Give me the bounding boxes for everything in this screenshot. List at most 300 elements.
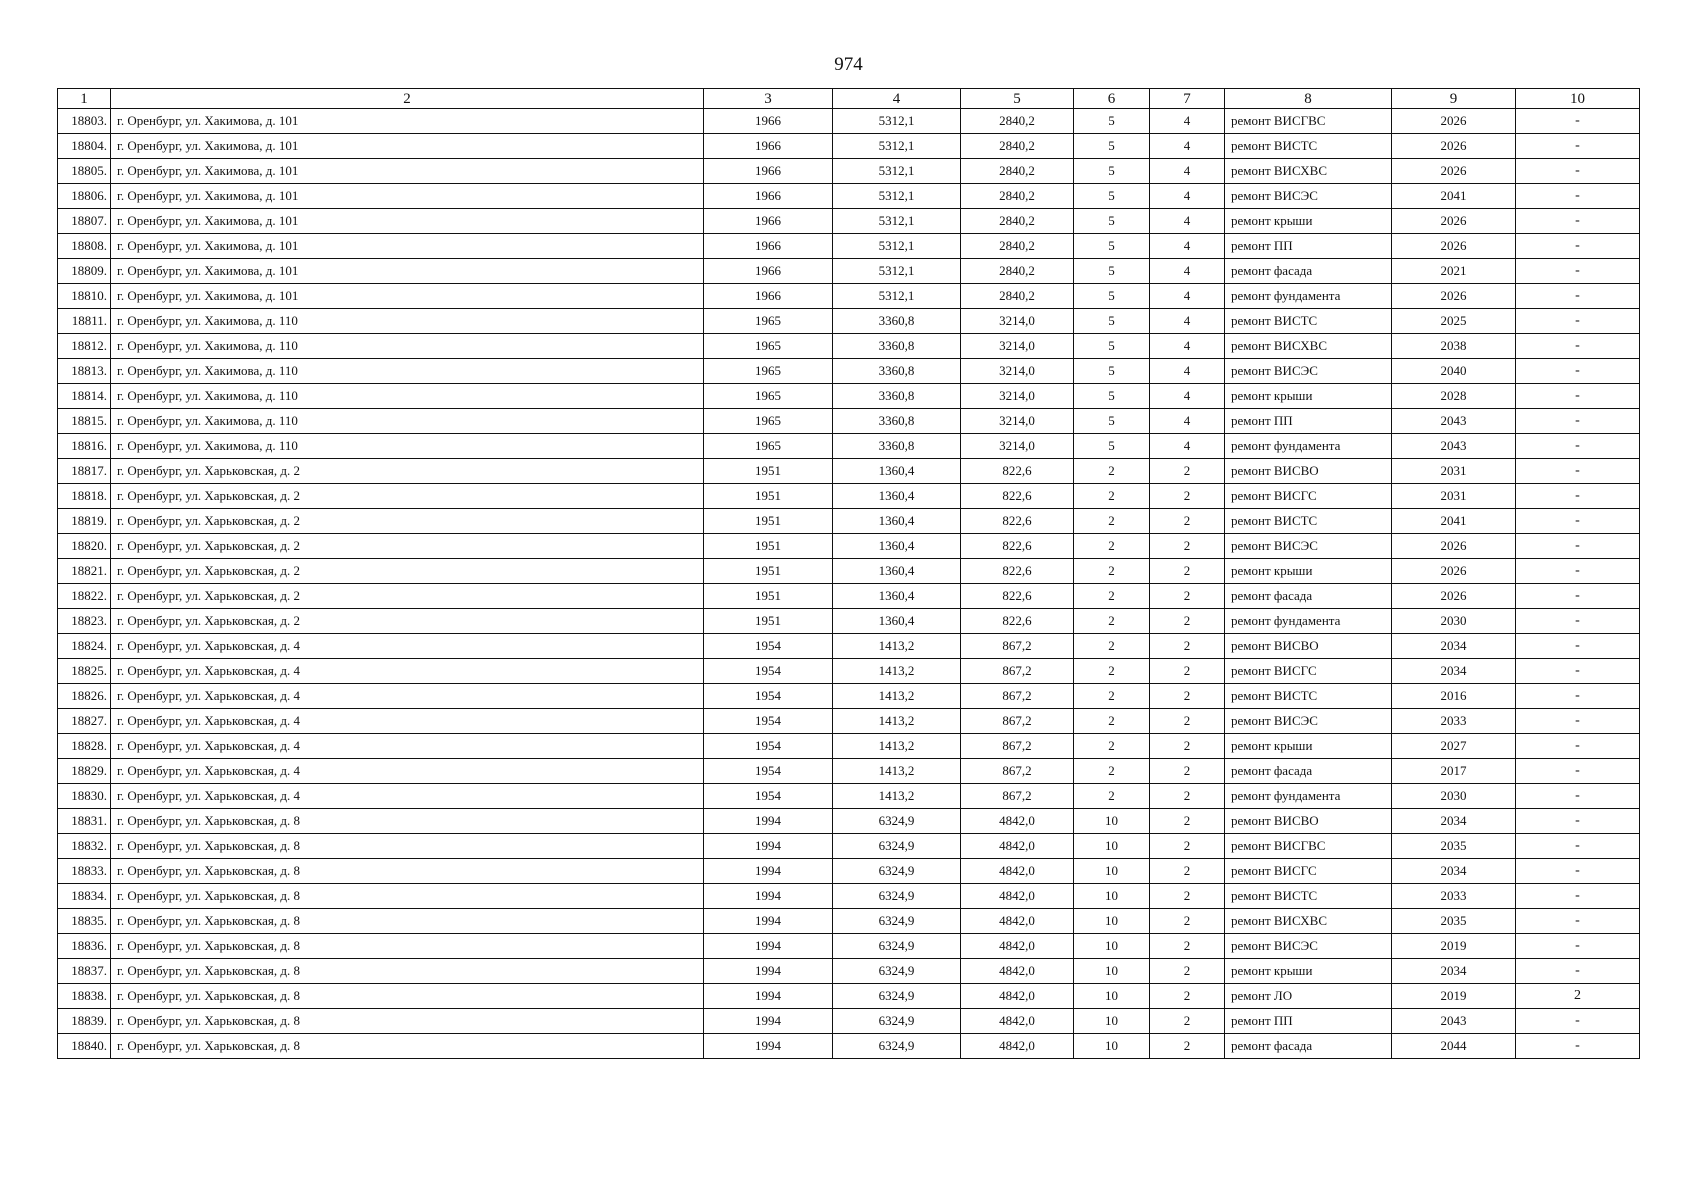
cell-planned-year: 2017 (1392, 759, 1516, 784)
cell-row-number: 18824. (58, 634, 111, 659)
cell-entrances: 2 (1150, 909, 1225, 934)
cell-address: г. Оренбург, ул. Харьковская, д. 8 (111, 859, 704, 884)
cell-year-built: 1966 (704, 184, 833, 209)
cell-planned-year: 2026 (1392, 134, 1516, 159)
cell-entrances: 4 (1150, 409, 1225, 434)
table-row (58, 284, 1640, 309)
cell-address: г. Оренбург, ул. Харьковская, д. 8 (111, 909, 704, 934)
cell-planned-year: 2026 (1392, 234, 1516, 259)
cell-planned-year: 2026 (1392, 284, 1516, 309)
cell-address: г. Оренбург, ул. Харьковская, д. 8 (111, 1009, 704, 1034)
cell-entrances: 4 (1150, 259, 1225, 284)
cell-address: г. Оренбург, ул. Хакимова, д. 110 (111, 359, 704, 384)
cell-work-type: ремонт ВИСВО (1225, 459, 1392, 484)
cell-work-type: ремонт ВИСТС (1225, 509, 1392, 534)
cell-planned-year: 2040 (1392, 359, 1516, 384)
cell-address: г. Оренбург, ул. Харьковская, д. 4 (111, 709, 704, 734)
cell-living-area: 3214,0 (961, 409, 1074, 434)
table-row (58, 159, 1640, 184)
cell-living-area: 822,6 (961, 609, 1074, 634)
cell-entrances: 4 (1150, 434, 1225, 459)
cell-value-10: - (1516, 859, 1640, 884)
cell-address: г. Оренбург, ул. Харьковская, д. 8 (111, 809, 704, 834)
cell-row-number: 18811. (58, 309, 111, 334)
cell-floors: 5 (1074, 334, 1150, 359)
cell-address: г. Оренбург, ул. Харьковская, д. 4 (111, 659, 704, 684)
cell-living-area: 4842,0 (961, 809, 1074, 834)
cell-floors: 10 (1074, 909, 1150, 934)
cell-address: г. Оренбург, ул. Хакимова, д. 101 (111, 234, 704, 259)
table-row (58, 834, 1640, 859)
cell-planned-year: 2025 (1392, 309, 1516, 334)
cell-value-10: - (1516, 609, 1640, 634)
cell-living-area: 822,6 (961, 459, 1074, 484)
cell-total-area: 6324,9 (833, 834, 961, 859)
cell-value-10: - (1516, 1009, 1640, 1034)
cell-entrances: 2 (1150, 459, 1225, 484)
cell-planned-year: 2035 (1392, 909, 1516, 934)
table-row (58, 209, 1640, 234)
cell-address: г. Оренбург, ул. Харьковская, д. 4 (111, 684, 704, 709)
cell-address: г. Оренбург, ул. Хакимова, д. 110 (111, 334, 704, 359)
cell-value-10: - (1516, 834, 1640, 859)
cell-floors: 2 (1074, 759, 1150, 784)
cell-address: г. Оренбург, ул. Хакимова, д. 101 (111, 259, 704, 284)
cell-total-area: 5312,1 (833, 259, 961, 284)
cell-value-10: - (1516, 159, 1640, 184)
table-row (58, 359, 1640, 384)
cell-living-area: 2840,2 (961, 184, 1074, 209)
table-row (58, 959, 1640, 984)
cell-entrances: 2 (1150, 734, 1225, 759)
cell-floors: 5 (1074, 184, 1150, 209)
table-row (58, 484, 1640, 509)
cell-row-number: 18839. (58, 1009, 111, 1034)
table-row (58, 509, 1640, 534)
cell-planned-year: 2043 (1392, 434, 1516, 459)
cell-living-area: 4842,0 (961, 859, 1074, 884)
cell-work-type: ремонт ВИСЭС (1225, 709, 1392, 734)
cell-living-area: 2840,2 (961, 284, 1074, 309)
cell-planned-year: 2044 (1392, 1034, 1516, 1059)
cell-address: г. Оренбург, ул. Харьковская, д. 8 (111, 984, 704, 1009)
cell-row-number: 18825. (58, 659, 111, 684)
cell-total-area: 6324,9 (833, 909, 961, 934)
cell-total-area: 1360,4 (833, 534, 961, 559)
cell-living-area: 3214,0 (961, 309, 1074, 334)
cell-total-area: 5312,1 (833, 209, 961, 234)
cell-entrances: 2 (1150, 834, 1225, 859)
cell-floors: 5 (1074, 209, 1150, 234)
cell-floors: 5 (1074, 384, 1150, 409)
cell-address: г. Оренбург, ул. Хакимова, д. 110 (111, 309, 704, 334)
table-row (58, 534, 1640, 559)
cell-value-10: - (1516, 884, 1640, 909)
cell-year-built: 1954 (704, 784, 833, 809)
cell-value-10: - (1516, 559, 1640, 584)
cell-planned-year: 2034 (1392, 959, 1516, 984)
cell-total-area: 6324,9 (833, 859, 961, 884)
table-row (58, 1009, 1640, 1034)
cell-planned-year: 2019 (1392, 984, 1516, 1009)
cell-living-area: 867,2 (961, 659, 1074, 684)
table-row (58, 334, 1640, 359)
cell-value-10: - (1516, 759, 1640, 784)
cell-work-type: ремонт ВИСЭС (1225, 184, 1392, 209)
cell-year-built: 1994 (704, 859, 833, 884)
cell-value-10: - (1516, 684, 1640, 709)
cell-address: г. Оренбург, ул. Харьковская, д. 8 (111, 959, 704, 984)
cell-planned-year: 2043 (1392, 1009, 1516, 1034)
cell-entrances: 2 (1150, 659, 1225, 684)
column-header-8: 8 (1225, 89, 1392, 109)
cell-total-area: 1413,2 (833, 784, 961, 809)
cell-entrances: 4 (1150, 109, 1225, 134)
cell-entrances: 2 (1150, 959, 1225, 984)
cell-year-built: 1951 (704, 584, 833, 609)
cell-work-type: ремонт ВИСТС (1225, 134, 1392, 159)
cell-total-area: 1360,4 (833, 584, 961, 609)
cell-work-type: ремонт ВИСХВС (1225, 334, 1392, 359)
cell-entrances: 4 (1150, 359, 1225, 384)
cell-row-number: 18812. (58, 334, 111, 359)
cell-value-10: - (1516, 309, 1640, 334)
cell-year-built: 1951 (704, 459, 833, 484)
cell-work-type: ремонт ВИСЭС (1225, 359, 1392, 384)
column-header-10: 10 (1516, 89, 1640, 109)
cell-floors: 5 (1074, 284, 1150, 309)
cell-work-type: ремонт фундамента (1225, 284, 1392, 309)
cell-planned-year: 2034 (1392, 809, 1516, 834)
cell-work-type: ремонт ВИСТС (1225, 309, 1392, 334)
cell-entrances: 2 (1150, 609, 1225, 634)
cell-work-type: ремонт ВИСГВС (1225, 834, 1392, 859)
cell-entrances: 2 (1150, 859, 1225, 884)
page-number: 974 (834, 54, 863, 75)
cell-total-area: 6324,9 (833, 959, 961, 984)
cell-total-area: 6324,9 (833, 1009, 961, 1034)
cell-floors: 2 (1074, 734, 1150, 759)
cell-floors: 2 (1074, 784, 1150, 809)
cell-year-built: 1994 (704, 1034, 833, 1059)
cell-total-area: 1413,2 (833, 684, 961, 709)
cell-work-type: ремонт ВИСТС (1225, 684, 1392, 709)
cell-row-number: 18816. (58, 434, 111, 459)
cell-year-built: 1966 (704, 159, 833, 184)
cell-row-number: 18813. (58, 359, 111, 384)
column-number-header-row (58, 89, 1640, 109)
cell-total-area: 1413,2 (833, 709, 961, 734)
cell-value-10: - (1516, 384, 1640, 409)
cell-year-built: 1994 (704, 909, 833, 934)
cell-entrances: 2 (1150, 809, 1225, 834)
cell-year-built: 1994 (704, 834, 833, 859)
column-header-1: 1 (58, 89, 111, 109)
cell-value-10: - (1516, 534, 1640, 559)
cell-value-10: - (1516, 334, 1640, 359)
cell-work-type: ремонт крыши (1225, 734, 1392, 759)
cell-address: г. Оренбург, ул. Хакимова, д. 110 (111, 409, 704, 434)
cell-work-type: ремонт ПП (1225, 234, 1392, 259)
cell-year-built: 1966 (704, 109, 833, 134)
cell-entrances: 2 (1150, 559, 1225, 584)
cell-year-built: 1965 (704, 309, 833, 334)
cell-year-built: 1951 (704, 609, 833, 634)
cell-living-area: 822,6 (961, 484, 1074, 509)
cell-work-type: ремонт фасада (1225, 759, 1392, 784)
cell-row-number: 18808. (58, 234, 111, 259)
cell-floors: 2 (1074, 509, 1150, 534)
table-body (58, 109, 1640, 1059)
cell-total-area: 6324,9 (833, 934, 961, 959)
cell-row-number: 18830. (58, 784, 111, 809)
cell-floors: 5 (1074, 109, 1150, 134)
column-header-6: 6 (1074, 89, 1150, 109)
cell-address: г. Оренбург, ул. Харьковская, д. 4 (111, 734, 704, 759)
cell-entrances: 2 (1150, 759, 1225, 784)
cell-row-number: 18829. (58, 759, 111, 784)
cell-entrances: 2 (1150, 984, 1225, 1009)
cell-floors: 10 (1074, 1009, 1150, 1034)
cell-value-10: - (1516, 359, 1640, 384)
cell-address: г. Оренбург, ул. Харьковская, д. 2 (111, 509, 704, 534)
cell-address: г. Оренбург, ул. Харьковская, д. 2 (111, 534, 704, 559)
cell-address: г. Оренбург, ул. Хакимова, д. 101 (111, 159, 704, 184)
cell-row-number: 18828. (58, 734, 111, 759)
cell-planned-year: 2031 (1392, 459, 1516, 484)
table-row (58, 684, 1640, 709)
cell-total-area: 5312,1 (833, 134, 961, 159)
cell-row-number: 18834. (58, 884, 111, 909)
cell-address: г. Оренбург, ул. Харьковская, д. 8 (111, 1034, 704, 1059)
table-row (58, 584, 1640, 609)
cell-value-10: 2 (1516, 984, 1640, 1009)
table-row (58, 709, 1640, 734)
cell-row-number: 18807. (58, 209, 111, 234)
table-row (58, 134, 1640, 159)
cell-address: г. Оренбург, ул. Харьковская, д. 2 (111, 559, 704, 584)
cell-living-area: 4842,0 (961, 1034, 1074, 1059)
cell-year-built: 1965 (704, 334, 833, 359)
cell-year-built: 1966 (704, 259, 833, 284)
cell-entrances: 4 (1150, 184, 1225, 209)
cell-work-type: ремонт ВИСВО (1225, 809, 1392, 834)
table-row (58, 309, 1640, 334)
cell-planned-year: 2028 (1392, 384, 1516, 409)
cell-address: г. Оренбург, ул. Харьковская, д. 4 (111, 634, 704, 659)
cell-planned-year: 2016 (1392, 684, 1516, 709)
cell-row-number: 18805. (58, 159, 111, 184)
table-row (58, 634, 1640, 659)
table-row (58, 809, 1640, 834)
cell-floors: 2 (1074, 584, 1150, 609)
cell-entrances: 4 (1150, 284, 1225, 309)
cell-value-10: - (1516, 459, 1640, 484)
cell-address: г. Оренбург, ул. Харьковская, д. 4 (111, 784, 704, 809)
cell-total-area: 3360,8 (833, 309, 961, 334)
cell-planned-year: 2034 (1392, 659, 1516, 684)
cell-floors: 2 (1074, 709, 1150, 734)
table-row (58, 759, 1640, 784)
cell-floors: 2 (1074, 684, 1150, 709)
cell-year-built: 1966 (704, 234, 833, 259)
cell-year-built: 1951 (704, 484, 833, 509)
cell-row-number: 18809. (58, 259, 111, 284)
cell-value-10: - (1516, 409, 1640, 434)
cell-total-area: 1360,4 (833, 609, 961, 634)
cell-row-number: 18840. (58, 1034, 111, 1059)
cell-floors: 10 (1074, 834, 1150, 859)
cell-row-number: 18832. (58, 834, 111, 859)
cell-year-built: 1966 (704, 209, 833, 234)
table-row (58, 234, 1640, 259)
cell-work-type: ремонт ВИСХВС (1225, 909, 1392, 934)
table-row (58, 434, 1640, 459)
cell-year-built: 1965 (704, 409, 833, 434)
cell-planned-year: 2041 (1392, 184, 1516, 209)
cell-living-area: 3214,0 (961, 334, 1074, 359)
column-header-3: 3 (704, 89, 833, 109)
cell-floors: 5 (1074, 434, 1150, 459)
cell-year-built: 1966 (704, 284, 833, 309)
cell-planned-year: 2027 (1392, 734, 1516, 759)
cell-total-area: 6324,9 (833, 984, 961, 1009)
cell-planned-year: 2026 (1392, 209, 1516, 234)
cell-address: г. Оренбург, ул. Харьковская, д. 2 (111, 609, 704, 634)
cell-living-area: 867,2 (961, 759, 1074, 784)
cell-row-number: 18827. (58, 709, 111, 734)
cell-address: г. Оренбург, ул. Хакимова, д. 101 (111, 209, 704, 234)
cell-total-area: 6324,9 (833, 1034, 961, 1059)
cell-planned-year: 2026 (1392, 109, 1516, 134)
cell-row-number: 18804. (58, 134, 111, 159)
cell-planned-year: 2019 (1392, 934, 1516, 959)
cell-living-area: 822,6 (961, 559, 1074, 584)
column-header-4: 4 (833, 89, 961, 109)
cell-address: г. Оренбург, ул. Хакимова, д. 110 (111, 434, 704, 459)
cell-value-10: - (1516, 434, 1640, 459)
cell-value-10: - (1516, 259, 1640, 284)
cell-total-area: 6324,9 (833, 884, 961, 909)
cell-work-type: ремонт фундамента (1225, 434, 1392, 459)
cell-row-number: 18838. (58, 984, 111, 1009)
cell-work-type: ремонт крыши (1225, 559, 1392, 584)
cell-total-area: 1413,2 (833, 734, 961, 759)
cell-living-area: 2840,2 (961, 159, 1074, 184)
cell-work-type: ремонт ВИСТС (1225, 884, 1392, 909)
cell-row-number: 18823. (58, 609, 111, 634)
cell-entrances: 4 (1150, 309, 1225, 334)
table-row (58, 659, 1640, 684)
cell-total-area: 5312,1 (833, 109, 961, 134)
cell-work-type: ремонт ВИСЭС (1225, 534, 1392, 559)
cell-total-area: 1360,4 (833, 559, 961, 584)
cell-value-10: - (1516, 584, 1640, 609)
table-row (58, 884, 1640, 909)
cell-work-type: ремонт ВИСГС (1225, 859, 1392, 884)
cell-planned-year: 2026 (1392, 584, 1516, 609)
cell-value-10: - (1516, 134, 1640, 159)
table-row (58, 409, 1640, 434)
cell-living-area: 2840,2 (961, 209, 1074, 234)
cell-total-area: 5312,1 (833, 284, 961, 309)
table-row (58, 609, 1640, 634)
table-row (58, 259, 1640, 284)
cell-address: г. Оренбург, ул. Харьковская, д. 8 (111, 884, 704, 909)
cell-floors: 2 (1074, 559, 1150, 584)
cell-work-type: ремонт крыши (1225, 384, 1392, 409)
table-row (58, 109, 1640, 134)
cell-living-area: 2840,2 (961, 234, 1074, 259)
cell-row-number: 18826. (58, 684, 111, 709)
cell-row-number: 18835. (58, 909, 111, 934)
cell-year-built: 1954 (704, 634, 833, 659)
cell-total-area: 1413,2 (833, 759, 961, 784)
cell-work-type: ремонт ПП (1225, 409, 1392, 434)
cell-work-type: ремонт фасада (1225, 259, 1392, 284)
cell-planned-year: 2026 (1392, 559, 1516, 584)
cell-floors: 2 (1074, 609, 1150, 634)
cell-living-area: 3214,0 (961, 384, 1074, 409)
cell-total-area: 6324,9 (833, 809, 961, 834)
cell-entrances: 4 (1150, 209, 1225, 234)
cell-year-built: 1966 (704, 134, 833, 159)
cell-entrances: 2 (1150, 709, 1225, 734)
cell-planned-year: 2033 (1392, 884, 1516, 909)
cell-value-10: - (1516, 634, 1640, 659)
cell-living-area: 4842,0 (961, 884, 1074, 909)
cell-year-built: 1954 (704, 759, 833, 784)
cell-entrances: 4 (1150, 384, 1225, 409)
cell-row-number: 18819. (58, 509, 111, 534)
column-header-2: 2 (111, 89, 704, 109)
cell-row-number: 18837. (58, 959, 111, 984)
cell-address: г. Оренбург, ул. Харьковская, д. 4 (111, 759, 704, 784)
table-row (58, 1034, 1640, 1059)
cell-address: г. Оренбург, ул. Харьковская, д. 2 (111, 459, 704, 484)
cell-address: г. Оренбург, ул. Хакимова, д. 110 (111, 384, 704, 409)
cell-entrances: 2 (1150, 684, 1225, 709)
cell-value-10: - (1516, 809, 1640, 834)
cell-row-number: 18831. (58, 809, 111, 834)
cell-planned-year: 2038 (1392, 334, 1516, 359)
cell-living-area: 867,2 (961, 734, 1074, 759)
cell-floors: 10 (1074, 859, 1150, 884)
cell-value-10: - (1516, 959, 1640, 984)
cell-work-type: ремонт фасада (1225, 584, 1392, 609)
cell-total-area: 1360,4 (833, 484, 961, 509)
cell-entrances: 2 (1150, 1034, 1225, 1059)
cell-row-number: 18822. (58, 584, 111, 609)
cell-living-area: 4842,0 (961, 909, 1074, 934)
cell-work-type: ремонт фасада (1225, 1034, 1392, 1059)
cell-floors: 10 (1074, 934, 1150, 959)
cell-row-number: 18833. (58, 859, 111, 884)
table-row (58, 859, 1640, 884)
cell-total-area: 3360,8 (833, 359, 961, 384)
cell-address: г. Оренбург, ул. Хакимова, д. 101 (111, 109, 704, 134)
cell-row-number: 18806. (58, 184, 111, 209)
cell-entrances: 2 (1150, 509, 1225, 534)
table-row (58, 934, 1640, 959)
cell-planned-year: 2026 (1392, 534, 1516, 559)
cell-living-area: 822,6 (961, 509, 1074, 534)
cell-planned-year: 2034 (1392, 634, 1516, 659)
cell-entrances: 4 (1150, 134, 1225, 159)
cell-entrances: 4 (1150, 334, 1225, 359)
cell-year-built: 1951 (704, 534, 833, 559)
cell-total-area: 1413,2 (833, 659, 961, 684)
